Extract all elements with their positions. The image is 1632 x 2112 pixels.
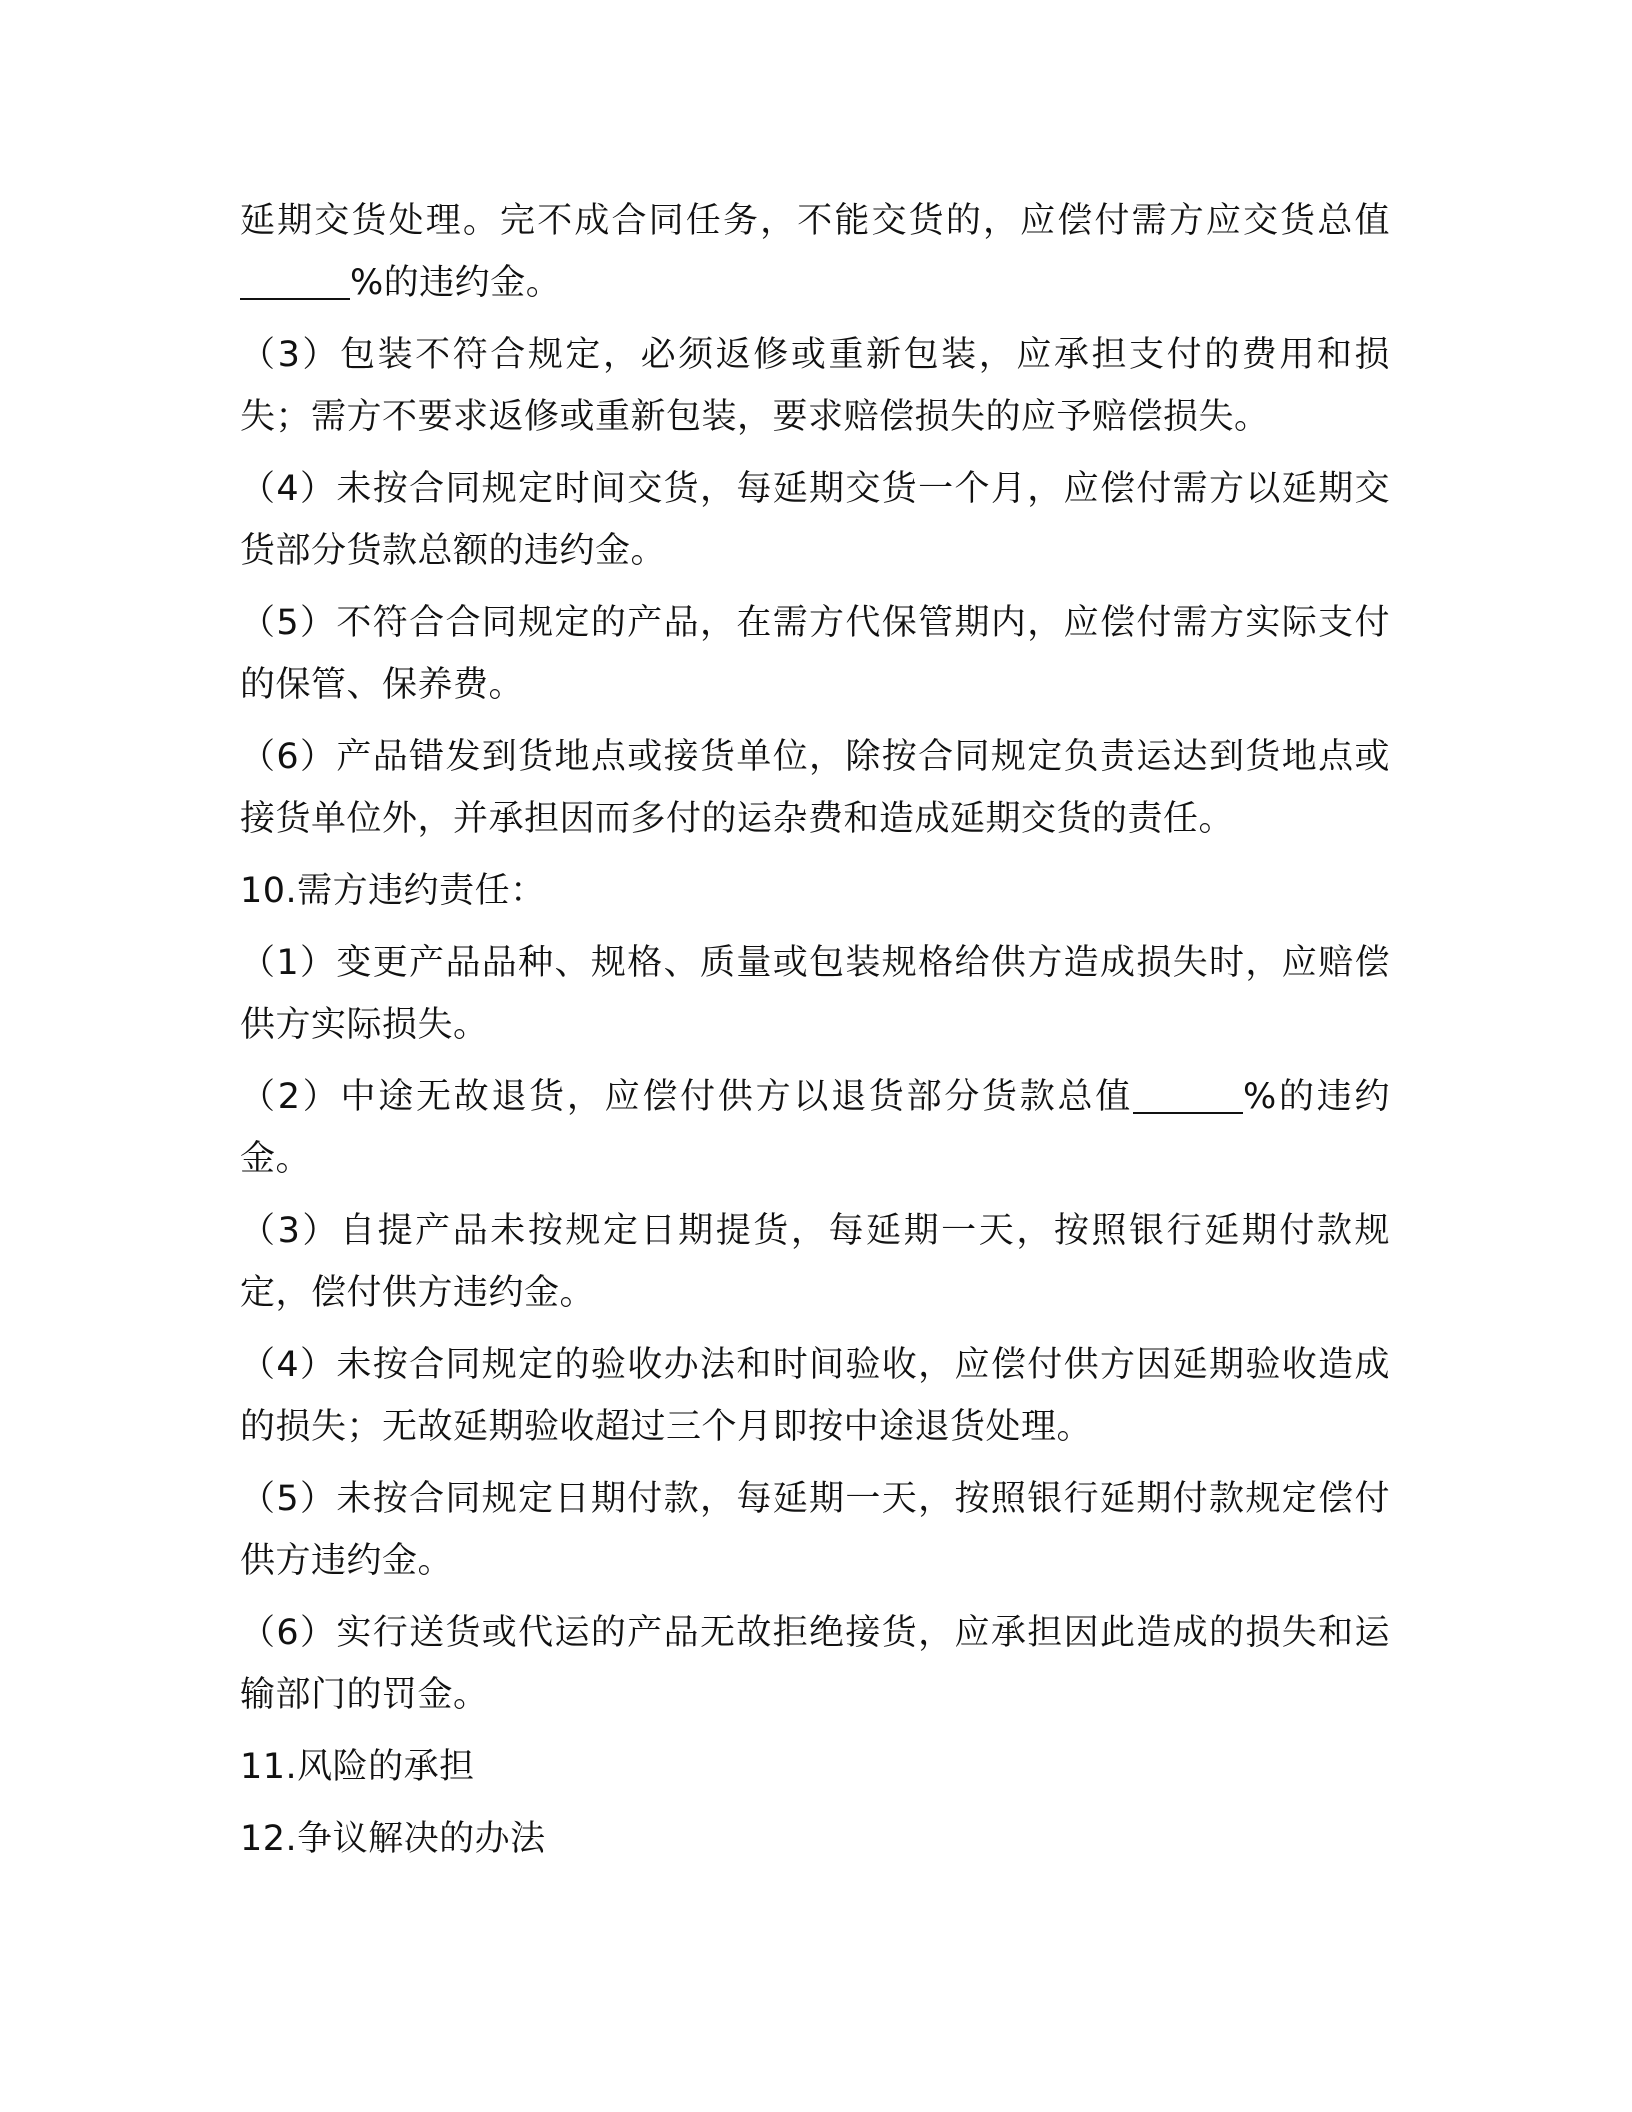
buyer-item-2 xyxy=(240,1066,1390,1190)
risk-heading: 11.风险的承担 xyxy=(240,1747,475,1787)
buyer-item-5: （5）未按合同规定日期付款，每延期一天，按照银行延期付款规定偿付供方违约金。 xyxy=(240,1479,1390,1581)
dispute-heading: 12.争议解决的办法 xyxy=(240,1819,546,1859)
percentage-blank xyxy=(1133,1072,1243,1114)
buyer-item-2-prefix: （2）中途无故退货，应偿付供方以退货部分货款总值 xyxy=(240,1077,1134,1117)
document-page xyxy=(240,190,1390,1880)
buyer-breach-heading: 10.需方违约责任： xyxy=(240,871,546,911)
supplier-item-3: （3）包装不符合规定，必须返修或重新包装，应承担支付的费用和损失；需方不要求返修或重新包装，要求赔偿损失的应予赔偿损失。 xyxy=(240,335,1390,437)
supplier-item-5: （5）不符合合同规定的产品，在需方代保管期内，应偿付需方实际支付的保管、保养费。 xyxy=(240,603,1390,705)
continued-paragraph xyxy=(240,190,1390,314)
buyer-item-1: （1）变更产品品种、规格、质量或包装规格给供方造成损失时，应赔偿供方实际损失。 xyxy=(240,943,1390,1045)
supplier-item-4: （4）未按合同规定时间交货，每延期交货一个月，应偿付需方以延期交货部分货款总额的违约金。 xyxy=(240,469,1390,571)
percentage-blank xyxy=(240,258,350,300)
supplier-item-6: （6）产品错发到货地点或接货单位，除按合同规定负责运达到货地点或接货单位外，并承担因而多付的运杂费和造成延期交货的责任。 xyxy=(240,737,1390,839)
buyer-item-6: （6）实行送货或代运的产品无故拒绝接货，应承担因此造成的损失和运输部门的罚金。 xyxy=(240,1613,1390,1715)
buyer-item-4: （4）未按合同规定的验收办法和时间验收，应偿付供方因延期验收造成的损失；无故延期验收超过三个月即按中途退货处理。 xyxy=(240,1345,1390,1447)
buyer-item-2-suffix: %的违约金。 xyxy=(240,1077,1390,1179)
buyer-item-3: （3）自提产品未按规定日期提货，每延期一天，按照银行延期付款规定，偿付供方违约金。 xyxy=(240,1211,1390,1313)
continued-line-a: 延期交货处理。完不成合同任务，不能交货的，应偿付需方应交货总 xyxy=(240,201,1355,241)
continued-line-b-prefix: 值 xyxy=(1354,201,1390,241)
continued-line-b-suffix: %的违约金。 xyxy=(350,263,562,303)
